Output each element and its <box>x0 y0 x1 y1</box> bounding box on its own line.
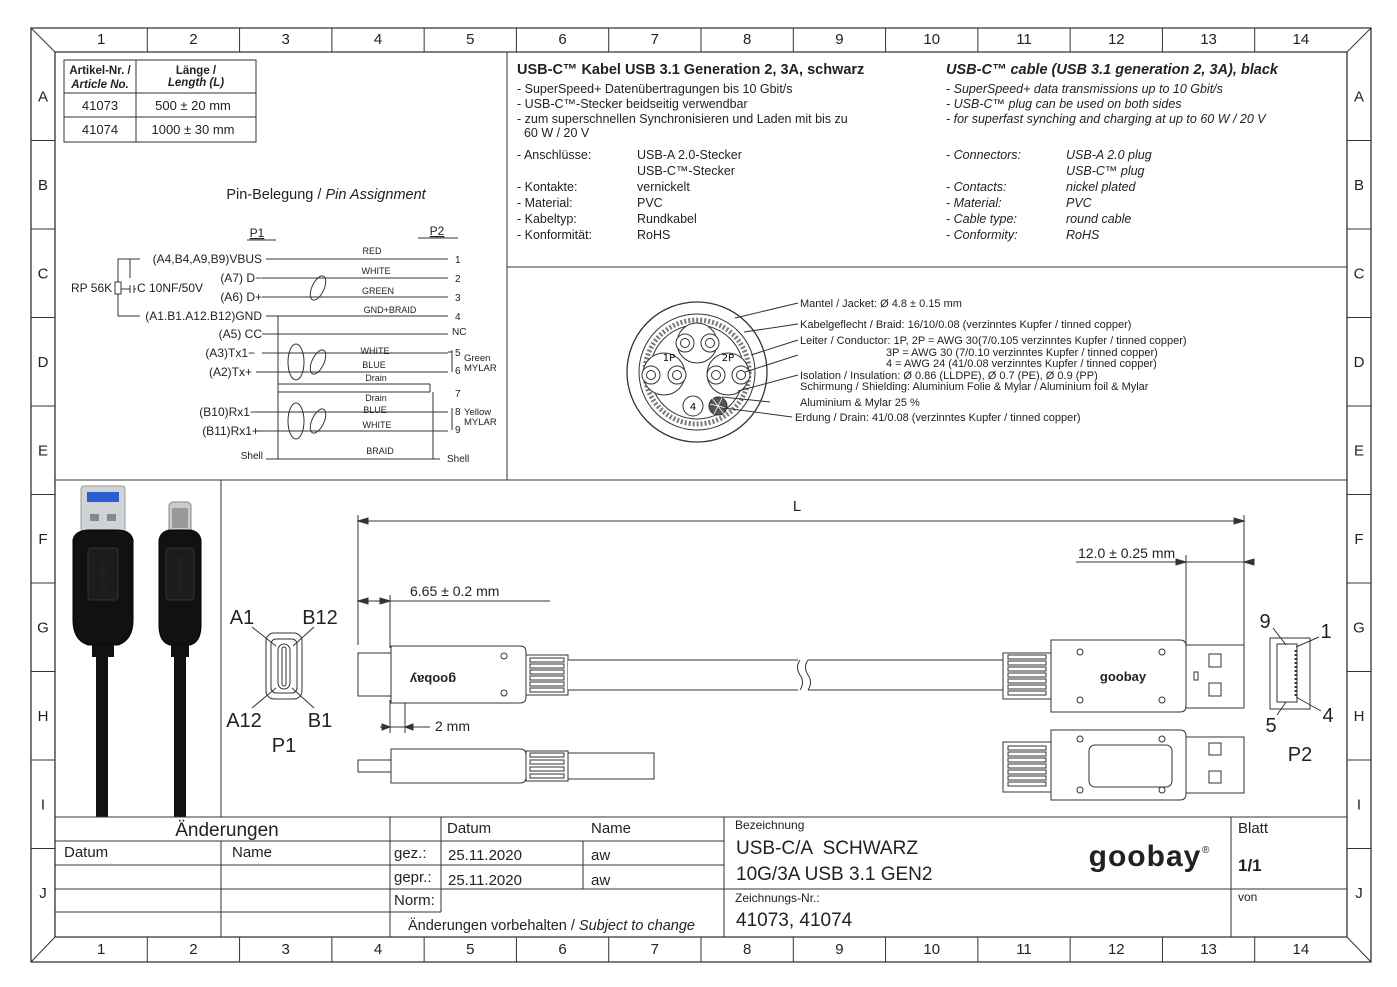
pin-r-7: 7 <box>455 389 461 400</box>
p1-a12: A12 <box>226 710 262 732</box>
col-label-top-2: 2 <box>189 31 198 48</box>
desc-en-k5: - Conformity: <box>946 228 1018 242</box>
col-label-bottom-9: 9 <box>835 941 844 958</box>
cs-conductor-3p: 3P = AWG 30 (7/0.10 verzinntes Kupfer / tinned copper) <box>886 347 1158 359</box>
col-label-top-4: 4 <box>373 31 383 48</box>
pin-assignment <box>71 187 497 465</box>
desc-de-b3: - zum superschnellen Synchronisieren und Laden mit bis zu <box>517 112 848 126</box>
wire-blue-rx: BLUE <box>363 405 387 415</box>
desc-en-k4: - Cable type: <box>946 212 1017 226</box>
changes-name-col: Name <box>232 844 273 861</box>
pin-r-5: 5 <box>455 348 461 359</box>
col-label-top-7: 7 <box>650 31 660 48</box>
pin-r-6: 6 <box>455 366 461 377</box>
pin-l-txp: (A2)Tx+ <box>208 365 252 379</box>
sheet-of: von <box>1238 890 1258 904</box>
col-label-top-10: 10 <box>923 31 941 48</box>
wire-green: GREEN <box>361 286 395 296</box>
p1-name: P1 <box>271 735 297 757</box>
col-label-top-12: 12 <box>1107 31 1125 48</box>
pin-r-9: 9 <box>455 425 461 436</box>
desc-de-k3: - Material: <box>517 196 573 210</box>
row-label-right-I: I <box>1356 796 1362 814</box>
description-de <box>517 62 864 242</box>
desc-de-title: USB-C™ Kabel USB 3.1 Generation 2, 3A, schwarz <box>517 62 865 78</box>
desc-en-v5: RoHS <box>1066 228 1100 242</box>
goobay-logo: goobay <box>1088 840 1202 873</box>
article-table <box>64 60 256 142</box>
length-1: 500 ± 20 mm <box>155 98 231 113</box>
designation-label: Bezeichnung <box>735 818 805 832</box>
p2-pin9: 9 <box>1259 611 1271 633</box>
goobay-logo-mark: ® <box>1202 845 1210 856</box>
pin-rp: RP 56K <box>71 281 113 295</box>
pin-r-shell: Shell <box>447 454 470 465</box>
row-label-right-D: D <box>1353 353 1365 371</box>
changes-title: Änderungen <box>175 820 279 841</box>
drawing-no-label: Zeichnungs-Nr.: <box>735 891 820 905</box>
wire-red: RED <box>362 246 382 256</box>
col-label-bottom-10: 10 <box>923 941 941 958</box>
desc-en-v2: nickel plated <box>1066 180 1136 194</box>
row-label-right-C: C <box>1353 265 1365 283</box>
wire-drain2: Drain <box>365 393 387 403</box>
title-block-text <box>64 818 1269 934</box>
desc-en-k3: - Material: <box>946 196 1002 210</box>
desc-de-k5: - Konformität: <box>517 228 593 242</box>
row-label-left-E: E <box>37 442 49 460</box>
desc-en-k2: - Contacts: <box>946 180 1007 194</box>
changes-date-col: Datum <box>64 844 109 861</box>
col-label-top-3: 3 <box>281 31 290 48</box>
length-2: 1000 ± 30 mm <box>151 122 235 137</box>
row-label-left-I: I <box>40 796 46 814</box>
col-label-bottom-13: 13 <box>1200 941 1217 958</box>
dim-length-label: L <box>792 498 802 515</box>
col-label-bottom-3: 3 <box>281 941 290 958</box>
col-label-bottom-14: 14 <box>1292 941 1310 958</box>
cs-braid: Kabelgeflecht / Braid: 16/10/0.08 (verzinntes Kupfer / tinned copper) <box>800 319 1132 331</box>
cs-conductor: Leiter / Conductor: 1P, 2P = AWG 30(7/0.105 verzinntes Kupfer / tinned copper) <box>800 335 1187 347</box>
article-no-header-en: Article No. <box>71 79 129 91</box>
pin-cap: C 10NF/50V <box>137 281 204 295</box>
col-label-bottom-7: 7 <box>650 941 660 958</box>
dimension-labels <box>226 498 1333 766</box>
row-label-left-J: J <box>39 884 47 902</box>
drawing-logo-a: goobay <box>1099 669 1147 684</box>
cable-photo <box>73 486 201 817</box>
p2-name: P2 <box>1287 744 1313 766</box>
row-label-right-B: B <box>1353 176 1365 194</box>
row-label-right-G: G <box>1353 619 1365 637</box>
pin-p1: P1 <box>249 226 265 240</box>
pin-l-shell: Shell <box>240 451 263 462</box>
checked-name: aw <box>591 872 611 889</box>
group2-color: Yellow <box>464 407 492 418</box>
wire-gnd-braid: GND+BRAID <box>363 305 417 315</box>
dim-6-65mm: 6.65 ± 0.2 mm <box>410 583 500 599</box>
desc-de-v5: RoHS <box>637 228 671 242</box>
article-no-1: 41073 <box>81 98 119 113</box>
desc-de-v1: USB-C™-Stecker <box>637 164 735 178</box>
checked-date: 25.11.2020 <box>448 872 522 889</box>
pin-r-1: 1 <box>455 255 461 266</box>
row-label-left-H: H <box>37 707 49 725</box>
desc-de-k4: - Kabeltyp: <box>517 212 577 226</box>
desc-de-v0: USB-A 2.0-Stecker <box>637 148 742 162</box>
desc-en-b3: - for superfast synching and charging at up to 60 W / 20 V <box>946 112 1266 126</box>
row-label-right-A: A <box>1353 88 1365 106</box>
col-label-bottom-2: 2 <box>189 941 198 958</box>
desc-de-v2: vernickelt <box>637 180 690 194</box>
length-header: Länge / <box>175 65 217 77</box>
pin-r-3: 3 <box>455 293 461 304</box>
col-label-top-5: 5 <box>466 31 475 48</box>
wire-white-rx: WHITE <box>362 420 392 430</box>
row-label-left-A: A <box>37 88 49 106</box>
wire-braid: BRAID <box>366 446 394 456</box>
p2-pin4: 4 <box>1322 705 1334 727</box>
pin-l-tx1m: (A3)Tx1− <box>205 346 255 360</box>
row-label-left-D: D <box>37 353 49 371</box>
drawing-no: 41073, 41074 <box>736 910 853 931</box>
pin-r-4: 4 <box>455 312 461 323</box>
designation-2: 10G/3A USB 3.1 GEN2 <box>736 864 933 885</box>
desc-de-v4: Rundkabel <box>637 212 697 226</box>
col-label-bottom-8: 8 <box>742 941 752 958</box>
col-label-top-6: 6 <box>558 31 567 48</box>
cs-insulation: Isolation / Insulation: Ø 0.86 (LLDPE), Ø 0.7 (PE), Ø 0.9 (PP) <box>800 370 1098 382</box>
pin-l-gnd: (A1.B1.A12.B12)GND <box>145 309 262 323</box>
sheet-number: 1/1 <box>1238 856 1262 875</box>
desc-en-v1: USB-C™ plug <box>1066 164 1145 178</box>
desc-en-k0: - Connectors: <box>946 148 1022 162</box>
cs-jacket: Mantel / Jacket: Ø 4.8 ± 0.15 mm <box>800 298 962 310</box>
row-label-left-C: C <box>37 265 49 283</box>
cs-aluminium: Aluminium & Mylar 25 % <box>800 397 920 409</box>
pin-l-cc: (A5) CC <box>218 327 262 341</box>
cs-shielding: Schirmung / Shielding: Aluminium Folie & Mylar / Aluminium foil & Mylar <box>800 381 1149 393</box>
drawing-logo-c: goobay <box>409 672 457 687</box>
photo-logo-a: goobay <box>98 556 109 592</box>
desc-de-b2: - USB-C™-Stecker beidseitig verwendbar <box>517 97 748 111</box>
desc-en-v4: round cable <box>1066 212 1132 226</box>
group1-color: Green <box>464 353 491 364</box>
col-label-bottom-11: 11 <box>1016 941 1032 958</box>
desc-de-b1: - SuperSpeed+ Datenübertragungen bis 10 Gbit/s <box>517 82 793 96</box>
desc-de-k0: - Anschlüsse: <box>517 148 592 162</box>
pin-l-vbus: (A4,B4,A9,B9)VBUS <box>152 252 262 266</box>
dim-2mm: 2 mm <box>435 718 470 734</box>
col-label-top-14: 14 <box>1292 31 1310 48</box>
cs-drain: Erdung / Drain: 41/0.08 (verzinntes Kupfer / tinned copper) <box>795 412 1081 424</box>
col-label-bottom-5: 5 <box>466 941 475 958</box>
pin-r-2: 2 <box>455 274 461 285</box>
core-2p: 2P <box>721 353 735 364</box>
desc-en-v3: PVC <box>1066 196 1092 210</box>
row-label-right-E: E <box>1353 442 1365 460</box>
pin-p2: P2 <box>429 224 445 238</box>
desc-en-title: USB-C™ cable (USB 3.1 generation 2, 3A), black <box>946 62 1278 78</box>
p2-pin1: 1 <box>1320 621 1332 643</box>
wire-white-tx: WHITE <box>360 346 390 356</box>
pin-l-rx1p: (B11)Rx1+ <box>202 424 259 438</box>
article-no-2: 41074 <box>81 122 119 137</box>
desc-de-k2: - Kontakte: <box>517 180 578 194</box>
pin-r-8: 8 <box>455 407 461 418</box>
desc-de-b4: 60 W / 20 V <box>517 126 590 140</box>
date-col: Datum <box>447 820 492 837</box>
cs-conductor-4: 4 = AWG 24 (41/0.08 verzinntes Kupfer / tinned copper) <box>886 358 1157 370</box>
col-label-top-9: 9 <box>835 31 844 48</box>
designation-1: USB-C/A SCHWARZ <box>736 838 918 859</box>
drawn-date: 25.11.2020 <box>448 847 522 864</box>
col-label-bottom-4: 4 <box>373 941 383 958</box>
p2-pin5: 5 <box>1265 715 1277 737</box>
row-label-right-J: J <box>1355 884 1363 902</box>
desc-en-b2: - USB-C™ plug can be used on both sides <box>946 97 1182 111</box>
wire-drain1: Drain <box>365 373 387 383</box>
core-1p: 1P <box>662 353 676 364</box>
description-en <box>946 62 1279 242</box>
col-label-bottom-6: 6 <box>558 941 567 958</box>
cable-cross-section <box>627 298 1187 442</box>
row-label-right-F: F <box>1354 530 1364 548</box>
dim-12mm: 12.0 ± 0.25 mm <box>1078 545 1176 561</box>
p1-b1: B1 <box>307 710 333 732</box>
p1-b12: B12 <box>302 607 338 629</box>
row-label-left-B: B <box>37 176 49 194</box>
col-label-top-11: 11 <box>1016 31 1032 48</box>
desc-en-v0: USB-A 2.0 plug <box>1066 148 1152 162</box>
row-label-right-H: H <box>1353 707 1365 725</box>
col-label-top-13: 13 <box>1200 31 1217 48</box>
pin-l-rx1m: (B10)Rx1− <box>199 405 257 419</box>
core-4: 4 <box>689 402 697 413</box>
length-header-en: Length (L) <box>167 77 225 89</box>
group1-mylar: MYLAR <box>464 363 497 374</box>
col-label-top-8: 8 <box>742 31 752 48</box>
wire-blue-tx: BLUE <box>362 360 386 370</box>
row-label-left-F: F <box>38 530 48 548</box>
name-col: Name <box>591 820 632 837</box>
wire-white: WHITE <box>361 266 391 276</box>
subject-to-change: Änderungen vorbehalten / Subject to change <box>408 918 695 934</box>
checked-label: gepr.: <box>394 869 432 886</box>
article-no-header: Artikel-Nr. / <box>69 65 131 77</box>
pin-title: Pin-Belegung / Pin Assignment <box>226 187 426 203</box>
desc-de-v3: PVC <box>637 196 663 210</box>
row-label-left-G: G <box>37 619 49 637</box>
drawn-label: gez.: <box>394 845 427 862</box>
drawn-name: aw <box>591 847 611 864</box>
col-label-top-1: 1 <box>96 31 106 48</box>
col-label-bottom-1: 1 <box>96 941 106 958</box>
pin-l-dminus: (A7) D− <box>220 271 262 285</box>
norm-label: Norm: <box>394 892 435 909</box>
pin-l-dplus: (A6) D+ <box>220 290 262 304</box>
pin-r-nc: NC <box>452 327 467 338</box>
p1-a1: A1 <box>229 607 255 629</box>
sheet-label: Blatt <box>1238 820 1269 837</box>
col-label-bottom-12: 12 <box>1107 941 1125 958</box>
desc-en-b1: - SuperSpeed+ data transmissions up to 10 Gbit/s <box>946 82 1223 96</box>
photo-logo-c: goobay <box>175 556 186 592</box>
group2-mylar: MYLAR <box>464 417 497 428</box>
